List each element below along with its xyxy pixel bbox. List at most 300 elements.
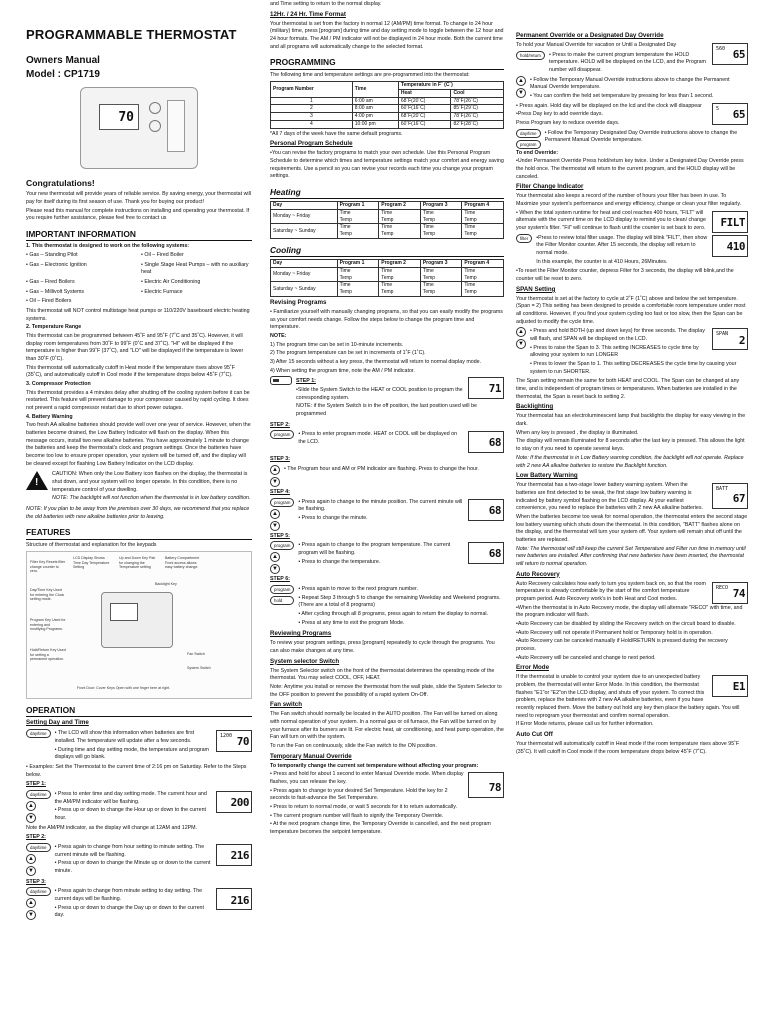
cell: 4:00 pm <box>352 113 398 121</box>
table-row <box>271 282 504 297</box>
cell-temp: Temp <box>381 274 394 281</box>
filter-bullet: • When the total system runtime for heat and cool reaches 400 hours, "FILT" will alternate with the current time on the LCD display to remind you to clean/ change your system's filter. "Fil" will continue to flash until the counter is set back to zero. <box>516 209 706 232</box>
step-text: • Follow the Temporary Manual Override instructions above to change the Permanent Manual Override temperature. <box>530 76 730 91</box>
caution-text: CAUTION: When only the Low Battery icon flashes on the display, the thermostat is shut down, and your system will no longer operate. In this condition, there is no temperature control of your dwelling. <box>52 471 248 493</box>
cell[interactable] <box>379 224 421 239</box>
daytime-key: day/time <box>26 790 51 799</box>
cell-temp: Temp <box>381 289 394 296</box>
auto-recovery-bullet: •Auto Recovery can be disabled by sliding the Recovery switch on the circuit board to disable. <box>516 620 736 627</box>
label-hold-key: Hold/Return Key Used for setting a permanent operation. <box>30 648 66 662</box>
time-format-text: Your thermostat is set from the factory in normal 12 (AM/PM) time format. To change to 24 hour (military) time, press [program] during time and day setting mode to toggle between the 12 hour and 24 hour formats. The AM / PM indicator will not be displayed in 24 hour mode. Both the current time and all programs will automatically change to the selected format. <box>270 20 504 50</box>
cell-time: Time <box>464 282 476 289</box>
override-step: • Press again to change to your desired Set Temperature. Hold the key for 2 seconds to fast-advance the Set Temperature. <box>270 787 448 802</box>
span-text: Your thermostat is set at the factory to cycle at 2˚F (1˚C) above and below the set temperature. (Span = 2) This setting has been designed to provide a comfortable room temperature under most all conditions. However, if you find your system cycling too fast or too slow, then the Span can be adjusted to modify the cycle time. <box>516 295 746 325</box>
cell-time: Time <box>464 267 476 274</box>
up-arrow-icon: ▲ <box>26 801 36 811</box>
compressor-heading: 3. Compressor Protection <box>26 380 91 387</box>
cell: Monday ~ Friday <box>271 209 338 224</box>
lcd-display <box>216 844 252 866</box>
auto-recovery-bullet: •Auto Recovery will not operate if Permanent hold or Temporary hold is in operation. <box>516 629 713 636</box>
lcd-display <box>468 542 504 564</box>
cell[interactable] <box>337 209 379 224</box>
cell: 4 <box>271 120 353 128</box>
temp-range-heading: 2. Temperature Range <box>26 324 82 331</box>
low-battery-text: When the batteries become too weak for normal operation, the thermostat enters the second stage low battery warning which shuts down the thermostat. In this condition, "BATT" flashes alone on the display, and the thermostat will turn your system off. Your system will remain shut off until the batteries are replaced. <box>516 513 748 543</box>
lcd-value: E1 <box>732 680 745 694</box>
step-3-a: • Press again to change from minute setting to day setting. The current days will be flashing. <box>54 888 203 903</box>
cell[interactable] <box>420 267 462 282</box>
lcd-value: 216 <box>230 849 249 863</box>
hold-return-key <box>270 596 294 605</box>
day-time-heading: Setting Day and Time <box>26 719 89 727</box>
step-note: NOTE: if the System Switch is in the off position, the last position used will be programmed <box>296 403 477 417</box>
th: Program 2 <box>379 260 421 268</box>
th: Program 4 <box>462 260 504 268</box>
owners-manual-heading: Owners Manual <box>26 54 100 66</box>
caution-note: NOTE: The backlight will not function when the thermostat is in low battery condition. <box>52 495 251 502</box>
error-mode-text: If Error Mode returns, please call us for further information. <box>516 721 654 728</box>
prog-step-3 <box>270 465 504 487</box>
warning-icon: ! <box>26 471 48 490</box>
systems-list <box>26 252 252 306</box>
heating-schedule-table <box>270 201 504 239</box>
cell: 8:00 am <box>352 105 398 113</box>
step-3-b: • Press up or down to change the Day up or down to the current day. <box>54 904 204 919</box>
features-diagram <box>26 551 252 699</box>
lcd-display <box>712 582 748 604</box>
step-text: • Press again to change to the program temperature. The current program will be flashing. <box>298 542 451 556</box>
return-label: /return <box>528 52 542 58</box>
lcd-value: 65 <box>732 107 745 121</box>
cell-temp: Temp <box>339 216 352 223</box>
auto-recovery-bullet: •Auto Recovery can be canceled manually if Hold/RETURN is pressed during the recovery process. <box>516 638 728 652</box>
up-arrow-icon: ▲ <box>516 327 526 337</box>
th-temp: Temperature in F˚ (C˚) <box>398 82 503 90</box>
lcd-value: 71 <box>488 382 501 396</box>
low-battery-note: Note: The thermostat will still keep the current Set Temperature and Filter run time in memory until new batteries are installed. After confirming that new batteries have been inserted, the thermostat will return to normal operation. <box>516 545 746 567</box>
lcd-time: 560 <box>716 45 726 52</box>
label-fan: Fan Switch <box>187 652 205 657</box>
cell[interactable] <box>420 282 462 297</box>
step-text: • Press to change the minute. <box>298 515 368 521</box>
lcd-time: 1200 <box>220 733 233 740</box>
system-item: • Gas – Electronic Ignition <box>26 261 87 268</box>
system-item: • Gas – Fired Boilers <box>26 278 75 285</box>
prog-step-2 <box>270 430 504 454</box>
column-2 <box>270 0 504 1024</box>
span-heading: SPAN Setting <box>516 285 556 293</box>
up-arrow-icon: ▲ <box>26 898 36 908</box>
backlight-text: When any key is pressed , the display is illuminated. <box>516 429 639 436</box>
lcd-label: SPAN <box>716 331 729 338</box>
cell[interactable] <box>420 224 462 239</box>
battery-door <box>167 100 185 152</box>
lcd-value: 67 <box>732 492 745 506</box>
lcd-display <box>712 235 748 257</box>
lcd-value: 78 <box>488 781 501 795</box>
span-bullet: • Press to raise the Span to 3. This setting INCREASES to cycle time by allowing your system to run LONGER <box>530 344 699 359</box>
note-item: 1) The program time can be set in 10-minute increments. <box>270 341 404 348</box>
op-example: • Examples: Set the Thermostat to the current time of 2:16 pm on Saturday. Refer to the Steps below. <box>26 764 247 778</box>
step-label: STEP 2: <box>270 421 290 428</box>
cell: 78˚F(26˚C) <box>451 97 504 105</box>
filter-review <box>516 234 748 268</box>
up-arrow-icon: ▲ <box>26 854 36 864</box>
step-1-b: • Press up or down to change the Hour up or down to the current hour. <box>54 807 207 822</box>
auto-recovery-bullet: •Auto Recovery will be canceled and change to next period. <box>516 654 656 661</box>
daytime-key: day/time <box>516 129 541 138</box>
auto-cutoff-heading: Auto Cut Off <box>516 730 553 738</box>
lcd-display <box>468 772 504 798</box>
step-label: STEP 6: <box>270 576 290 583</box>
op-bullet-1: • The LCD will show this information when batteries are first installed. The temperature will update after a few seconds. <box>54 730 195 745</box>
step-text: • Press again to move to the next program number. <box>298 586 418 592</box>
cell: 78˚F(26˚C) <box>451 113 504 121</box>
down-arrow-icon: ▼ <box>270 477 280 487</box>
down-arrow-icon: ▼ <box>516 88 526 98</box>
th: Program 2 <box>379 202 421 210</box>
label-daytime-key: Day/Time Key Used for entering the Clock setting mode. <box>30 588 65 602</box>
error-mode-text: If the thermostat is unable to control your system due to an unexpected battery problem, the thermostat will enter Error Mode. In this condition, the thermostat flashes "E1"or "E2"on the LCD display, and shuts off your system. To correct this problem, replace the batteries with 2 new AA alkaline batteries, even if you have recently replaced them. Move the battery out hold any key then place the battery again. You will need to reprogram your thermostat and confirm normal operation. <box>516 674 740 719</box>
cell-temp: Temp <box>464 216 477 223</box>
step-label: STEP 1: <box>296 378 316 385</box>
lcd-display <box>712 43 748 65</box>
program-key: program <box>270 430 294 439</box>
system-item: • Single Stage Heat Pumps – with no auxiliary heat <box>141 261 249 276</box>
column-3 <box>516 0 748 1024</box>
features-sub: Structure of thermostat and explanation for the keypads <box>26 541 157 548</box>
hold-label: hold <box>520 52 529 58</box>
system-item: • Gas – Millivolt Systems <box>26 288 85 295</box>
th: Day <box>271 202 338 210</box>
system-item: • Oil – Fired Boilers <box>26 298 72 305</box>
up-arrow-icon: ▲ <box>270 552 280 562</box>
label-filter-key: Filter Key Resets filter change counter to zero. <box>30 560 66 574</box>
step-text: • Press to change the temperature. <box>298 558 381 565</box>
reviewing-heading: Reviewing Programs <box>270 630 332 638</box>
diagram-screen <box>110 603 138 621</box>
step-text: • After cycling through all 8 programs, press again to return the display to normal. <box>298 611 489 618</box>
cell[interactable] <box>462 282 504 297</box>
default-program-table <box>270 81 504 129</box>
cell-time: Time <box>422 282 434 289</box>
override-step: • The current program number will flash to signify the Temporary Override. <box>270 812 444 819</box>
cell[interactable] <box>462 209 504 224</box>
lcd-value: 68 <box>488 503 501 517</box>
cutoff-text: This thermostat will automatically cutoff in Heat mode if the temperature rises above 95˚F (35˚C), and automatically cutoff in Cool mode if the temperature drops below 45˚F (7˚C). <box>26 364 235 379</box>
low-battery-text: Your thermostat has a two-stage lower battery warning system. When the batteries are first detected to be weak, the first stage low battery warning is indicated by battery symbol flashing on the LCD display. At your earliest convenience, you need to replace the batteries with 2 new AA alkaline batteries. <box>516 482 703 512</box>
lcd-temp: 70 <box>236 735 249 749</box>
prog-step-4 <box>270 498 504 531</box>
model-heading: Model : CP1719 <box>26 69 100 81</box>
cell-time: Time <box>422 209 434 216</box>
congrats-text-2: Please read this manual for complete instructions on installing and operating your thermostat. If you require further assistance, please feel free to contact us <box>26 207 250 222</box>
up-arrow-icon: ▲ <box>516 76 526 86</box>
lcd-display <box>216 888 252 910</box>
lcd-display <box>712 483 748 509</box>
perm-override-heading: Permanent Override or a Designated Day Override <box>516 32 664 39</box>
cell-temp: Temp <box>339 274 352 281</box>
step-text: Press Program key to reduce override days. <box>516 120 620 127</box>
op-intro <box>26 729 252 763</box>
th: Program 3 <box>420 202 462 210</box>
cell: 85˚F(29˚C) <box>451 105 504 113</box>
label-lcd: LCD Display Shows Time Day Temperature Setting <box>73 556 110 570</box>
down-arrow-icon: ▼ <box>26 813 36 823</box>
not-supported-text: This thermostat will NOT control multistage heat pumps or 110/220V baseboard electric heating systems. <box>26 307 250 322</box>
system-switch-text: The System Selector switch on the front of the thermostat determines the operating mode of the thermostat. You may select COOL, OFF, HEAT. <box>270 667 495 682</box>
thermostat-illustration <box>80 87 198 169</box>
filter-bullet: In this example, the counter is at 410 Hours, 26Minutes. <box>536 258 668 265</box>
away-note: NOTE: If you plan to be away from the premises over 30 days, we recommend that you replace the old batteries with new alkaline batteries prior to leaving. <box>26 506 250 520</box>
lcd-label: RECO <box>716 584 729 591</box>
temp-override-heading: Temporary Manual Override <box>270 752 352 760</box>
table-row <box>271 209 504 224</box>
features-heading: FEATURES <box>26 526 252 539</box>
cell-time: Time <box>381 224 393 231</box>
lcd-value: 65 <box>732 48 745 62</box>
note-heading: NOTE: <box>270 332 287 339</box>
cell-time: Time <box>339 282 351 289</box>
cell-temp: Temp <box>422 274 436 281</box>
cell[interactable] <box>379 209 421 224</box>
programming-heading: PROGRAMMING <box>270 56 504 69</box>
intro-text: and Time setting to return to the normal display. <box>270 1 382 7</box>
up-arrow-icon: ▲ <box>270 509 280 519</box>
prog-step-5 <box>270 541 504 574</box>
cell: 3 <box>271 113 353 121</box>
system-item: • Oil – Fired Boiler <box>141 251 184 258</box>
cell: 60˚F(16˚C) <box>398 105 451 113</box>
lcd-display <box>216 791 252 813</box>
down-arrow-icon: ▼ <box>270 564 280 574</box>
program-key: program <box>270 498 294 507</box>
cell[interactable] <box>379 267 421 282</box>
lcd-display <box>468 499 504 521</box>
compressor-text: This thermostat provides a 4 minutes delay after shutting off the cooling system before it can be restarted. This feature will prevent damage to your compressor caused by rapid cycling. It does not prevent a rapid compressor restart due to short power outages. <box>26 389 250 411</box>
perm-override-daytime <box>516 129 748 149</box>
pps-heading: Personal Program Schedule <box>270 140 353 148</box>
cell: 68˚F(20˚C) <box>398 97 451 105</box>
cell: Saturday ~ Sunday <box>271 224 338 239</box>
system-item: • Gas – Standing Pilot <box>26 251 78 258</box>
cell-time: Time <box>339 209 351 216</box>
auto-recovery-text: Auto Recovery calculates how early to turn you system back on, so that the room temperature is already comfortable by the start of the comfort temperature program period. Auto Recovery work's in both Heat and Cool modes. <box>516 580 706 602</box>
cell[interactable] <box>337 267 379 282</box>
program-key: program <box>270 541 294 550</box>
thermostat-screen <box>99 104 139 130</box>
lcd-value: 68 <box>488 547 501 561</box>
table-row <box>271 120 504 128</box>
cell: 1 <box>271 97 353 105</box>
important-1: 1. This thermostat is designed to work on the following systems: <box>26 243 190 250</box>
override-step: • At the next program change time, the Temporary Override is cancelled, and the next program temperature becomes the setpoint temperature. <box>270 821 491 836</box>
prog-step-6 <box>270 585 504 628</box>
important-heading: IMPORTANT INFORMATION <box>26 228 252 241</box>
down-arrow-icon: ▼ <box>26 866 36 876</box>
cell-temp: Temp <box>381 231 394 238</box>
lcd-value: FILT <box>720 215 745 229</box>
cell-temp: Temp <box>422 289 436 296</box>
lcd-value: 74 <box>732 586 745 600</box>
daytime-key: day/time <box>26 729 51 738</box>
system-switch-icon <box>270 376 292 385</box>
filter-key: filter <box>516 234 532 243</box>
step-text: •Press Day key to add override days. <box>516 111 603 118</box>
cell-time: Time <box>339 267 351 274</box>
cell-temp: Temp <box>422 216 436 223</box>
cell-temp: Temp <box>422 231 436 238</box>
temp-range-text: This thermostat can be programmed between 45˚F and 95˚F (7˚C and 35˚C). However, it will display room temperatures from 30˚F to 99˚F (0˚C and 37˚C). "HI" will be displayed if the temperature is higher than 99˚F (37˚C), and "LO" will be displayed if the temperature is lower than 30˚F (0˚C). <box>26 332 244 362</box>
cell: 82˚F(28˚C) <box>451 120 504 128</box>
congrats-heading: Congratulations! <box>26 177 95 188</box>
time-format-heading: 12Hr. / 24 Hr. Time Format <box>270 10 346 18</box>
step-1-a: • Press to enter time and day setting mode. The current hour and the AM/PM indicator will be flashing. <box>54 791 207 805</box>
th-time: Time <box>352 82 398 98</box>
label-backlight: Backlight Key <box>155 582 177 587</box>
span-steps <box>516 327 748 377</box>
step-3 <box>26 887 252 921</box>
lcd-value: 410 <box>726 239 745 253</box>
th: Program 1 <box>337 202 379 210</box>
cell[interactable] <box>337 224 379 239</box>
cell: 68˚F(20˚C) <box>398 113 451 121</box>
lcd-display <box>712 675 748 697</box>
system-switch-note: Note: Anytime you install or remove the thermostat from the wall plate, slide the System Selector to the OFF position to prevent the possibility of a rapid system On-Off. <box>270 684 502 698</box>
th: Program 1 <box>337 260 379 268</box>
step-2-b: • Press up or down to change the Minute up or down to the current minute. <box>54 860 211 875</box>
step-label: STEP 3: <box>270 456 290 463</box>
backlight-text: Your thermostat has an electroluminescent lamp that backlights the display for easy viewing in the dark. <box>516 413 746 428</box>
daytime-key: day/time <box>26 887 51 896</box>
down-key-illustration <box>149 120 161 132</box>
end-override-heading: To end Override: <box>516 149 558 156</box>
lcd-display <box>468 377 504 399</box>
th-program: Program Number <box>271 82 353 98</box>
cell: 60˚F(16˚C) <box>398 120 451 128</box>
step-text: •Slide the System Switch to the HEAT or COOL position to program the corresponding system. <box>296 386 463 401</box>
step-text: • Press again to change to the minute position. The current minute will be flashing. <box>298 498 463 513</box>
cell-time: Time <box>422 267 434 274</box>
filter-text: Your thermostat also keeps a record of the number of hours your filter has been in use. To Maximize your system's performance and energy efficiency, change or clean your filter regularly. <box>516 193 742 208</box>
cell[interactable] <box>379 282 421 297</box>
programming-sub: The following time and temperature settings are pre-programmed into the thermostat: <box>270 71 470 78</box>
step-text: • Press to make the current program temperature the HOLD temperature. HOLD will be displayed on the LCD, and the Program number will disappear. <box>549 51 706 73</box>
cell: 6:00 am <box>352 97 398 105</box>
thermostat-temp: 70 <box>118 109 134 125</box>
filter-bullet: •Press to review total filter usage. The display will blink "FILT", then show the Filter Monitor counter. After 15 seconds, the display will return to normal mode. <box>536 234 708 257</box>
step-label: STEP 4: <box>270 488 290 495</box>
cell: Saturday ~ Sunday <box>271 282 338 297</box>
label-battery: Battery Compartment Front access allows easy battery change. <box>165 556 200 570</box>
note-item: 2) The program temperature can be set in increments of 1˚F (1˚C). <box>270 350 426 357</box>
backlight-heading: Backlighting <box>516 403 554 411</box>
th-heat: Heat <box>398 89 451 97</box>
table-row <box>271 267 504 282</box>
cell[interactable] <box>420 209 462 224</box>
program-key: program <box>270 585 294 594</box>
system-item: • Electric Air Conditioning <box>141 278 201 285</box>
filter-heading: Filter Change Indicator <box>516 183 584 191</box>
cell-temp: Temp <box>464 274 477 281</box>
step-text: • Press again. Hold day will be displayed on the lcd and the clock will disappear <box>516 102 702 109</box>
reviewing-text: To review your program settings, press [program] repeatedly to cycle through the programs. You can also make changes at any time. <box>270 640 495 655</box>
low-battery-heading: Low Battery Warning <box>516 472 578 480</box>
label-updown: Up and Down Key Pair for changing the Temperature setting <box>119 556 156 570</box>
span-text-2: The Span setting remain the same for both HEAT and COOL. The Span can be changed at any time, and is independent of program times or temperatures. When batteries are installed in the thermostat, the Span is reset back to setting 2. <box>516 378 740 400</box>
override-step: • Press to return to normal mode, or wait 5 seconds for it to return automatically. <box>270 804 457 811</box>
step-text: • You can confirm the held set temperature by pressing for less than 1 second. <box>530 93 714 100</box>
step-text: • Press at any time to exit the program Mode. <box>298 619 405 626</box>
hold-label: hold <box>274 598 283 603</box>
auto-cutoff-text: Your thermostat will automatically cutoff in Heat mode if the room temperature rises above 95˚F (35˚C). It will cutoff in Cool mode if the room temperature drops below 45˚F (7˚C). <box>516 740 740 755</box>
cell-temp: Temp <box>464 231 477 238</box>
column-1 <box>26 22 252 1022</box>
temp-override-intro: To temporarily change the current set temperature without affecting your program: <box>270 762 479 769</box>
perm-override-hold <box>516 51 708 76</box>
cell-time: Time <box>381 282 393 289</box>
step-3-label: STEP 3: <box>26 878 46 885</box>
cooling-heading: Cooling <box>270 244 504 257</box>
fan-heading: Fan switch <box>270 701 302 709</box>
lcd-display <box>712 328 748 350</box>
span-bullet: • Press and hold BOTH (up and down keys) for three seconds. The display will flash, and SPAN will be displayed on the LCD. <box>530 328 705 343</box>
program-key: program <box>516 140 541 149</box>
label-program-key: Program Key Used for entering and modifying Programs. <box>30 618 66 632</box>
table-row <box>271 97 504 105</box>
cell-time: Time <box>422 224 434 231</box>
lcd-value: 2 <box>738 333 745 347</box>
cell[interactable] <box>462 267 504 282</box>
lcd-display <box>712 103 748 125</box>
cell: 2 <box>271 105 353 113</box>
revising-text: • Familiarize yourself with manually changing programs, so that you can easily modify the programs as your comfort needs change. Follow the steps below to change the program time and temperature. <box>270 308 503 331</box>
cell-time: Time <box>339 224 351 231</box>
lcd-label: BATT <box>716 486 729 493</box>
cell-time: Time <box>381 209 393 216</box>
op-bullet-2: • During time and day setting mode, the temperature and program displays will go blank. <box>54 746 209 761</box>
cell: 10:00 pm <box>352 120 398 128</box>
page-title: PROGRAMMABLE THERMOSTAT <box>26 27 237 42</box>
prog-step-1 <box>270 376 504 419</box>
lcd-display <box>468 431 504 453</box>
thermostat-diagram <box>101 592 173 648</box>
error-mode-heading: Error Mode <box>516 664 550 672</box>
table-note: *All 7 days of the week have the same default programs. <box>270 130 403 137</box>
pps-text: •You can revise the factory programs to match your own schedule. Use this Personal Program Schedule to determine which times and temperature settings match your comfort and energy saving requirements. Use a pencil so you can revise your records each time you change your program settings. <box>270 150 504 180</box>
revising-heading: Revising Programs <box>270 298 327 306</box>
perm-override-text: To hold your Manual Override for vacation or Until a Designated Day <box>516 41 677 48</box>
perm-override-arrows <box>516 76 748 102</box>
override-step: • Press and hold for about 1 second to enter Manual Override mode. When display flashes, you can release the key. <box>270 771 464 786</box>
battery-heading: 4. Battery Warning <box>26 413 73 420</box>
lcd-value: 216 <box>230 893 249 907</box>
lcd-display <box>216 730 252 752</box>
congrats-text-1: Your new thermostat will provide years of reliable service. By saving energy, your thermostat will pay for itself during its first season of use. Thank you for buying our product! <box>26 191 251 205</box>
step-2 <box>26 843 252 877</box>
cell-temp: Temp <box>339 231 352 238</box>
cell-temp: Temp <box>381 216 394 223</box>
down-arrow-icon: ▼ <box>516 339 526 349</box>
table-row <box>271 224 504 239</box>
end-override-text: •Under Permanent Override Press hold/return key twice. Under a Designated Day Override press the hold once. The thermostat will return to the current program, and the HOLD display will be canceled. <box>516 158 744 180</box>
cell[interactable] <box>462 224 504 239</box>
cell-time: Time <box>464 224 476 231</box>
cell[interactable] <box>337 282 379 297</box>
label-system: System Switch <box>187 666 211 671</box>
step-1-note: Note the AM/PM indicator, as the display will change at 12AM and 12PM. <box>26 824 198 831</box>
down-arrow-icon: ▼ <box>26 910 36 920</box>
